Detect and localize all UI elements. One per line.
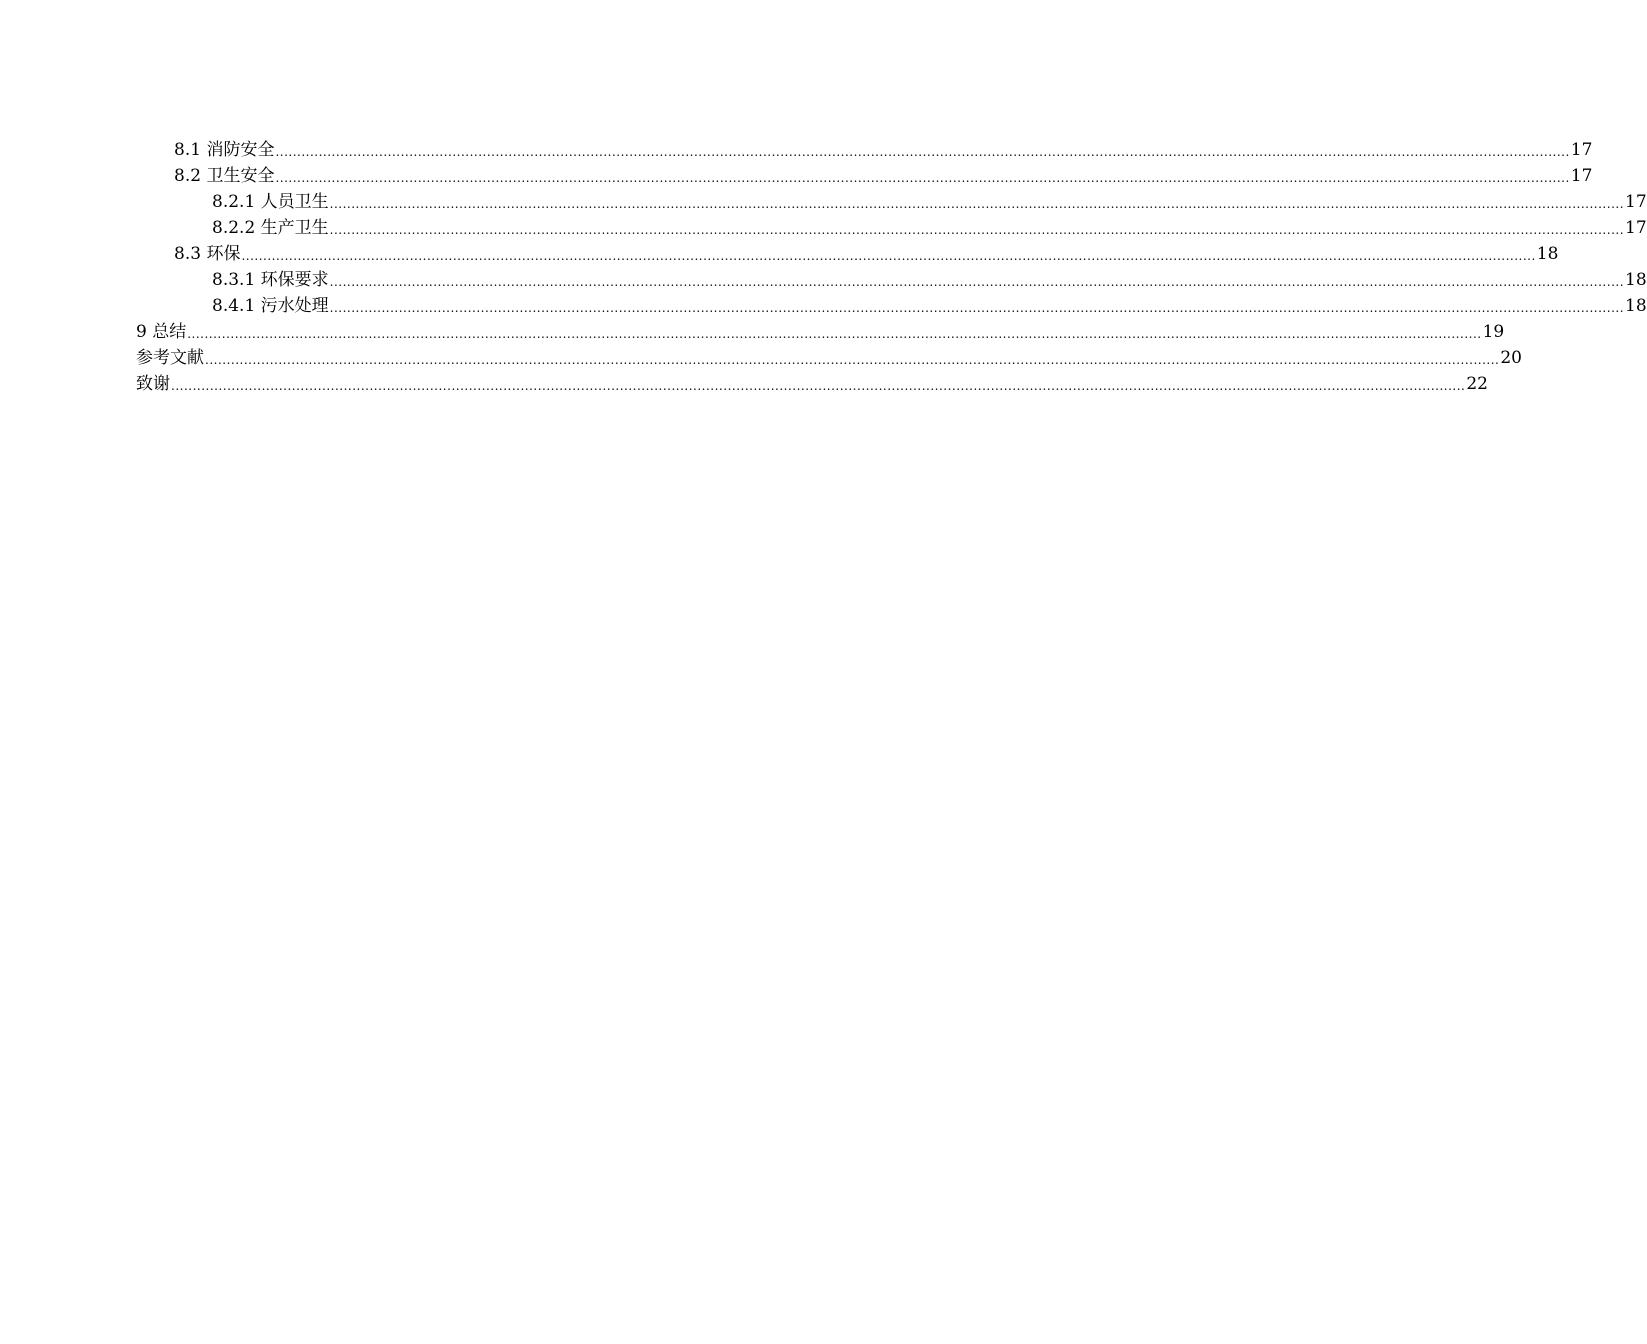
toc-entry[interactable] (136, 293, 1647, 319)
toc-leader-dots: ............................................................................................................................................................................................................................................................................................................ (205, 353, 1500, 367)
toc-entry-page: 18 (1536, 244, 1559, 264)
toc-entry[interactable] (136, 215, 1647, 241)
toc-entry[interactable] (136, 319, 1505, 345)
toc-leader-dots: ............................................................................................................................................................................................................................................................................................................ (187, 327, 1482, 341)
toc-leader-dots: ............................................................................................................................................................................................................................................................................................................ (329, 301, 1625, 315)
toc-entry-title: 8.1 消防安全 (174, 140, 275, 160)
toc-entry[interactable] (136, 137, 1593, 163)
toc-entry-page: 18 (1625, 296, 1647, 316)
toc-entry-title: 8.2 卫生安全 (174, 166, 275, 186)
toc-entry-page: 18 (1625, 270, 1647, 290)
toc-entry-title: 参考文献 (136, 348, 204, 368)
toc-entry-page: 17 (1570, 140, 1593, 160)
toc-leader-dots: ............................................................................................................................................................................................................................................................................................................ (275, 145, 1570, 159)
toc-entry-title: 8.4.1 污水处理 (212, 296, 329, 316)
toc-entry[interactable] (136, 163, 1593, 189)
toc-entry[interactable] (136, 371, 1488, 397)
toc-leader-dots: ............................................................................................................................................................................................................................................................................................................ (275, 171, 1570, 185)
toc-entry-page: 17 (1625, 192, 1647, 212)
toc-entry[interactable] (136, 241, 1559, 267)
toc-entry-title: 致谢 (136, 374, 170, 394)
toc-leader-dots: ............................................................................................................................................................................................................................................................................................................ (329, 197, 1625, 211)
toc-entry[interactable] (136, 189, 1647, 215)
toc-leader-dots: ............................................................................................................................................................................................................................................................................................................ (241, 249, 1536, 263)
toc-entry-title: 8.2.2 生产卫生 (212, 218, 329, 238)
toc-entry-page: 17 (1625, 218, 1647, 238)
toc-leader-dots: ............................................................................................................................................................................................................................................................................................................ (171, 379, 1466, 393)
toc-entry-page: 22 (1466, 374, 1488, 394)
toc-entry-title: 8.3 环保 (174, 244, 241, 264)
toc-entry[interactable] (136, 345, 1522, 371)
toc-entry[interactable] (136, 267, 1647, 293)
toc-entry-page: 17 (1570, 166, 1593, 186)
table-of-contents (136, 137, 1647, 397)
toc-entry-page: 19 (1482, 322, 1505, 342)
toc-entry-title: 8.3.1 环保要求 (212, 270, 329, 290)
toc-entry-page: 20 (1500, 348, 1522, 368)
toc-entry-title: 8.2.1 人员卫生 (212, 192, 329, 212)
toc-leader-dots: ............................................................................................................................................................................................................................................................................................................ (329, 223, 1625, 237)
toc-entry-title: 9 总结 (136, 322, 187, 342)
toc-leader-dots: ............................................................................................................................................................................................................................................................................................................ (329, 275, 1625, 289)
